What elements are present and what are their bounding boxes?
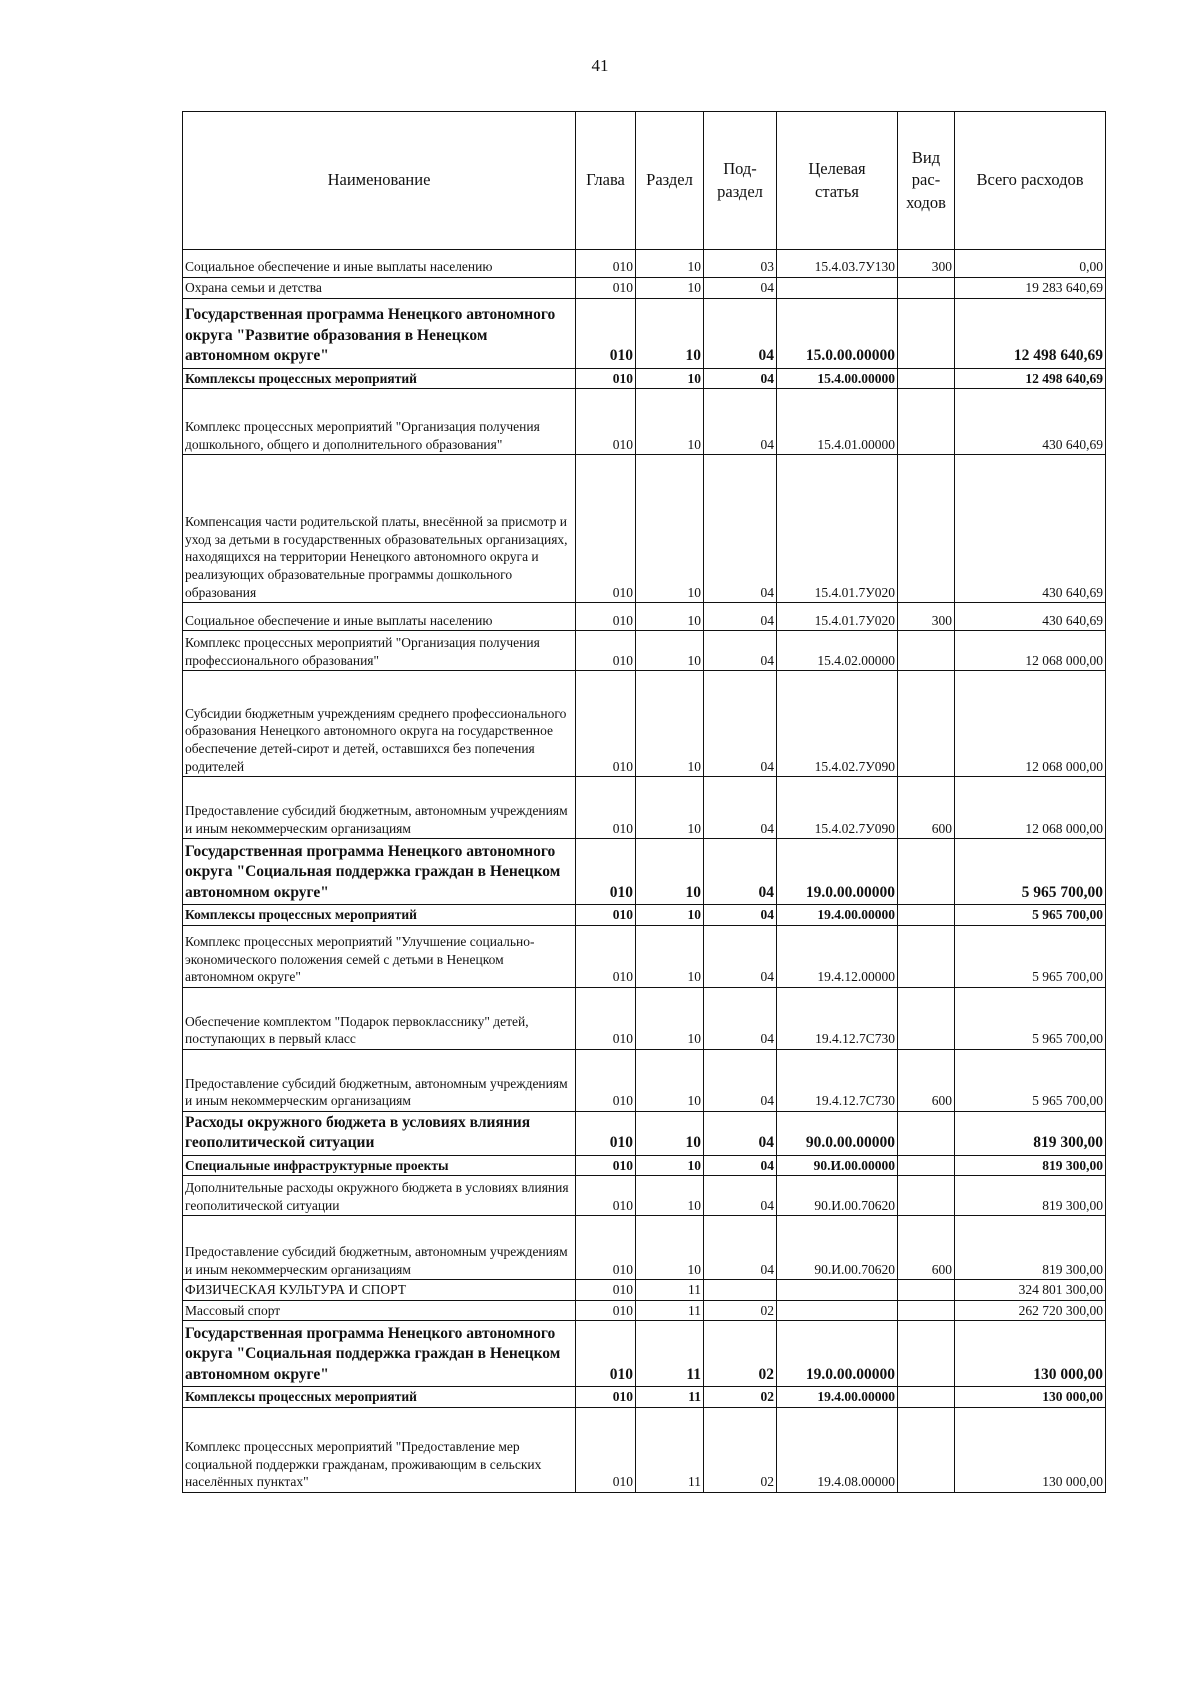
- cell-vsego-rashodov: 19 283 640,69: [955, 278, 1106, 299]
- cell-vid-rashodov: [898, 1111, 955, 1155]
- table-row: [183, 455, 1106, 603]
- cell-podrazdel: 02: [704, 1300, 777, 1321]
- cell-razdel: 10: [636, 987, 704, 1049]
- header-name: Наименование: [183, 112, 576, 250]
- table-row: [183, 278, 1106, 299]
- cell-celevaya-statya: 19.4.12.7С730: [777, 987, 898, 1049]
- cell-vid-rashodov: [898, 987, 955, 1049]
- cell-vid-rashodov: [898, 1155, 955, 1176]
- cell-vid-rashodov: [898, 368, 955, 389]
- cell-celevaya-statya: 15.4.01.7У020: [777, 603, 898, 631]
- budget-table: [182, 111, 1106, 1493]
- cell-vid-rashodov: [898, 1407, 955, 1492]
- cell-name: Комплекс процессных мероприятий "Улучшение социально-экономического положения семей с детьми в Ненецком автономном округе": [183, 925, 576, 987]
- header-vsego-rashodov: Всего расходов: [955, 112, 1106, 250]
- cell-vid-rashodov: [898, 389, 955, 455]
- cell-razdel: 10: [636, 389, 704, 455]
- cell-podrazdel: 04: [704, 1155, 777, 1176]
- cell-vid-rashodov: [898, 1300, 955, 1321]
- cell-celevaya-statya: 19.0.00.00000: [777, 839, 898, 905]
- table-row: [183, 1300, 1106, 1321]
- cell-podrazdel: 02: [704, 1387, 777, 1408]
- cell-razdel: 10: [636, 278, 704, 299]
- table-row: [183, 839, 1106, 905]
- table-row: [183, 1176, 1106, 1216]
- cell-podrazdel: 04: [704, 1049, 777, 1111]
- cell-vid-rashodov: 300: [898, 250, 955, 278]
- table-row: [183, 250, 1106, 278]
- header-glava: Глава: [576, 112, 636, 250]
- table-row: [183, 1155, 1106, 1176]
- cell-name: Комплексы процессных мероприятий: [183, 1387, 576, 1408]
- table-row: [183, 987, 1106, 1049]
- cell-vsego-rashodov: 12 068 000,00: [955, 671, 1106, 777]
- cell-razdel: 10: [636, 368, 704, 389]
- cell-vsego-rashodov: 5 965 700,00: [955, 1049, 1106, 1111]
- header-razdel: Раздел: [636, 112, 704, 250]
- cell-celevaya-statya: [777, 1280, 898, 1301]
- cell-glava: 010: [576, 1407, 636, 1492]
- cell-vsego-rashodov: 130 000,00: [955, 1321, 1106, 1387]
- cell-razdel: 10: [636, 250, 704, 278]
- cell-name: Государственная программа Ненецкого автономного округа "Социальная поддержка граждан в Ненецком автономном округе": [183, 839, 576, 905]
- cell-razdel: 11: [636, 1387, 704, 1408]
- cell-podrazdel: [704, 1280, 777, 1301]
- cell-vsego-rashodov: 430 640,69: [955, 603, 1106, 631]
- cell-name: Комплекс процессных мероприятий "Предоставление мер социальной поддержки гражданам, проживающим в сельских населённых пунктах": [183, 1407, 576, 1492]
- cell-glava: 010: [576, 368, 636, 389]
- cell-glava: 010: [576, 1280, 636, 1301]
- cell-vsego-rashodov: 819 300,00: [955, 1155, 1106, 1176]
- cell-vsego-rashodov: 0,00: [955, 250, 1106, 278]
- table-header-row: [183, 112, 1106, 250]
- cell-name: Охрана семьи и детства: [183, 278, 576, 299]
- cell-vsego-rashodov: 5 965 700,00: [955, 987, 1106, 1049]
- cell-name: Предоставление субсидий бюджетным, автономным учреждениям и иным некоммерческим организациям: [183, 1049, 576, 1111]
- cell-vsego-rashodov: 5 965 700,00: [955, 925, 1106, 987]
- table-row: [183, 1321, 1106, 1387]
- cell-vsego-rashodov: 324 801 300,00: [955, 1280, 1106, 1301]
- cell-razdel: 10: [636, 905, 704, 926]
- table-row: [183, 1407, 1106, 1492]
- cell-razdel: 10: [636, 839, 704, 905]
- header-vid-rashodov: Вид рас-ходов: [898, 112, 955, 250]
- cell-razdel: 10: [636, 1111, 704, 1155]
- cell-glava: 010: [576, 1155, 636, 1176]
- cell-vid-rashodov: [898, 278, 955, 299]
- cell-podrazdel: 02: [704, 1321, 777, 1387]
- cell-celevaya-statya: 15.4.02.7У090: [777, 671, 898, 777]
- cell-glava: 010: [576, 631, 636, 671]
- cell-celevaya-statya: 90.И.00.00000: [777, 1155, 898, 1176]
- cell-celevaya-statya: 19.4.12.00000: [777, 925, 898, 987]
- cell-podrazdel: 04: [704, 1111, 777, 1155]
- table-row: [183, 905, 1106, 926]
- cell-razdel: 10: [636, 1176, 704, 1216]
- page-number: 41: [591, 56, 609, 75]
- cell-name: Специальные инфраструктурные проекты: [183, 1155, 576, 1176]
- cell-glava: 010: [576, 603, 636, 631]
- cell-vsego-rashodov: 130 000,00: [955, 1387, 1106, 1408]
- cell-vsego-rashodov: 430 640,69: [955, 389, 1106, 455]
- header-podrazdel: Под- раздел: [704, 112, 777, 250]
- cell-vsego-rashodov: 12 068 000,00: [955, 777, 1106, 839]
- cell-podrazdel: 04: [704, 455, 777, 603]
- cell-podrazdel: 04: [704, 671, 777, 777]
- cell-vid-rashodov: 600: [898, 1216, 955, 1280]
- cell-vsego-rashodov: 5 965 700,00: [955, 905, 1106, 926]
- cell-podrazdel: 04: [704, 368, 777, 389]
- cell-celevaya-statya: 15.4.01.00000: [777, 389, 898, 455]
- cell-glava: 010: [576, 1300, 636, 1321]
- cell-name: Социальное обеспечение и иные выплаты населению: [183, 250, 576, 278]
- table-row: [183, 1111, 1106, 1155]
- cell-celevaya-statya: 19.0.00.00000: [777, 1321, 898, 1387]
- cell-razdel: 10: [636, 1216, 704, 1280]
- cell-vid-rashodov: [898, 925, 955, 987]
- cell-vid-rashodov: [898, 905, 955, 926]
- cell-name: Комплексы процессных мероприятий: [183, 905, 576, 926]
- cell-glava: 010: [576, 671, 636, 777]
- cell-celevaya-statya: 19.4.08.00000: [777, 1407, 898, 1492]
- cell-vsego-rashodov: 5 965 700,00: [955, 839, 1106, 905]
- cell-celevaya-statya: 15.4.02.00000: [777, 631, 898, 671]
- cell-celevaya-statya: 90.И.00.70620: [777, 1176, 898, 1216]
- cell-glava: 010: [576, 1321, 636, 1387]
- cell-razdel: 10: [636, 1155, 704, 1176]
- cell-name: Массовый спорт: [183, 1300, 576, 1321]
- cell-vsego-rashodov: 819 300,00: [955, 1176, 1106, 1216]
- cell-vid-rashodov: [898, 455, 955, 603]
- cell-glava: 010: [576, 839, 636, 905]
- cell-vid-rashodov: [898, 631, 955, 671]
- cell-name: Компенсация части родительской платы, внесённой за присмотр и уход за детьми в государственных образовательных организациях, находящихся на территории Ненецкого автономного округа и реализующих образовательные программы дошкольного образования: [183, 455, 576, 603]
- cell-podrazdel: 02: [704, 1407, 777, 1492]
- cell-name: Предоставление субсидий бюджетным, автономным учреждениям и иным некоммерческим организациям: [183, 777, 576, 839]
- table-row: [183, 1387, 1106, 1408]
- cell-celevaya-statya: 19.4.00.00000: [777, 1387, 898, 1408]
- cell-name: Комплекс процессных мероприятий "Организация получения дошкольного, общего и дополнительного образования": [183, 389, 576, 455]
- cell-podrazdel: 04: [704, 987, 777, 1049]
- cell-podrazdel: 04: [704, 1176, 777, 1216]
- cell-celevaya-statya: 15.0.00.00000: [777, 298, 898, 368]
- cell-glava: 010: [576, 777, 636, 839]
- cell-glava: 010: [576, 250, 636, 278]
- cell-celevaya-statya: 90.И.00.70620: [777, 1216, 898, 1280]
- cell-celevaya-statya: [777, 278, 898, 299]
- cell-name: Государственная программа Ненецкого автономного округа "Социальная поддержка граждан в Ненецком автономном округе": [183, 1321, 576, 1387]
- table-row: [183, 603, 1106, 631]
- cell-vid-rashodov: [898, 839, 955, 905]
- cell-podrazdel: 04: [704, 603, 777, 631]
- cell-podrazdel: 04: [704, 905, 777, 926]
- cell-glava: 010: [576, 1387, 636, 1408]
- cell-name: Социальное обеспечение и иные выплаты населению: [183, 603, 576, 631]
- cell-celevaya-statya: 19.4.00.00000: [777, 905, 898, 926]
- cell-vsego-rashodov: 819 300,00: [955, 1111, 1106, 1155]
- cell-name: Обеспечение комплектом "Подарок первокласснику" детей, поступающих в первый класс: [183, 987, 576, 1049]
- cell-vid-rashodov: 600: [898, 1049, 955, 1111]
- cell-razdel: 10: [636, 298, 704, 368]
- cell-glava: 010: [576, 1049, 636, 1111]
- cell-glava: 010: [576, 455, 636, 603]
- cell-vid-rashodov: [898, 671, 955, 777]
- cell-glava: 010: [576, 987, 636, 1049]
- cell-name: Расходы окружного бюджета в условиях влияния геополитической ситуации: [183, 1111, 576, 1155]
- cell-podrazdel: 04: [704, 278, 777, 299]
- table-row: [183, 368, 1106, 389]
- cell-podrazdel: 04: [704, 389, 777, 455]
- table-row: [183, 631, 1106, 671]
- cell-glava: 010: [576, 278, 636, 299]
- cell-podrazdel: 03: [704, 250, 777, 278]
- cell-podrazdel: 04: [704, 777, 777, 839]
- cell-glava: 010: [576, 1216, 636, 1280]
- cell-celevaya-statya: 90.0.00.00000: [777, 1111, 898, 1155]
- cell-vid-rashodov: [898, 1176, 955, 1216]
- cell-celevaya-statya: 15.4.02.7У090: [777, 777, 898, 839]
- cell-vsego-rashodov: 12 498 640,69: [955, 368, 1106, 389]
- cell-glava: 010: [576, 1176, 636, 1216]
- cell-vsego-rashodov: 819 300,00: [955, 1216, 1106, 1280]
- cell-celevaya-statya: 15.4.03.7У130: [777, 250, 898, 278]
- cell-razdel: 11: [636, 1321, 704, 1387]
- cell-razdel: 10: [636, 777, 704, 839]
- cell-celevaya-statya: 19.4.12.7С730: [777, 1049, 898, 1111]
- cell-glava: 010: [576, 1111, 636, 1155]
- table-row: [183, 1049, 1106, 1111]
- cell-name: Предоставление субсидий бюджетным, автономным учреждениям и иным некоммерческим организациям: [183, 1216, 576, 1280]
- cell-razdel: 11: [636, 1407, 704, 1492]
- table-row: [183, 925, 1106, 987]
- cell-name: ФИЗИЧЕСКАЯ КУЛЬТУРА И СПОРТ: [183, 1280, 576, 1301]
- cell-celevaya-statya: 15.4.01.7У020: [777, 455, 898, 603]
- cell-vid-rashodov: 300: [898, 603, 955, 631]
- cell-vsego-rashodov: 12 068 000,00: [955, 631, 1106, 671]
- cell-vid-rashodov: [898, 1321, 955, 1387]
- cell-glava: 010: [576, 298, 636, 368]
- cell-razdel: 11: [636, 1280, 704, 1301]
- cell-razdel: 10: [636, 455, 704, 603]
- cell-glava: 010: [576, 389, 636, 455]
- table-body: [183, 250, 1106, 1493]
- table-row: [183, 298, 1106, 368]
- cell-name: Комплекс процессных мероприятий "Организация получения профессионального образования": [183, 631, 576, 671]
- cell-name: Комплексы процессных мероприятий: [183, 368, 576, 389]
- cell-podrazdel: 04: [704, 1216, 777, 1280]
- cell-vid-rashodov: [898, 298, 955, 368]
- cell-name: Дополнительные расходы окружного бюджета в условиях влияния геополитической ситуации: [183, 1176, 576, 1216]
- cell-vsego-rashodov: 130 000,00: [955, 1407, 1106, 1492]
- cell-podrazdel: 04: [704, 631, 777, 671]
- cell-vsego-rashodov: 430 640,69: [955, 455, 1106, 603]
- cell-vid-rashodov: 600: [898, 777, 955, 839]
- cell-vid-rashodov: [898, 1280, 955, 1301]
- cell-glava: 010: [576, 925, 636, 987]
- table-row: [183, 671, 1106, 777]
- table-row: [183, 389, 1106, 455]
- cell-celevaya-statya: 15.4.00.00000: [777, 368, 898, 389]
- cell-vsego-rashodov: 262 720 300,00: [955, 1300, 1106, 1321]
- cell-vsego-rashodov: 12 498 640,69: [955, 298, 1106, 368]
- cell-razdel: 11: [636, 1300, 704, 1321]
- cell-razdel: 10: [636, 631, 704, 671]
- cell-podrazdel: 04: [704, 925, 777, 987]
- cell-razdel: 10: [636, 671, 704, 777]
- cell-podrazdel: 04: [704, 298, 777, 368]
- cell-glava: 010: [576, 905, 636, 926]
- table-row: [183, 1216, 1106, 1280]
- cell-razdel: 10: [636, 925, 704, 987]
- header-celevaya-statya: Целевая статья: [777, 112, 898, 250]
- cell-razdel: 10: [636, 603, 704, 631]
- cell-podrazdel: 04: [704, 839, 777, 905]
- cell-celevaya-statya: [777, 1300, 898, 1321]
- cell-name: Государственная программа Ненецкого автономного округа "Развитие образования в Ненецком автономном округе": [183, 298, 576, 368]
- table-row: [183, 777, 1106, 839]
- cell-vid-rashodov: [898, 1387, 955, 1408]
- table-row: [183, 1280, 1106, 1301]
- cell-name: Субсидии бюджетным учреждениям среднего профессионального образования Ненецкого автономного округа на государственное обеспечение детей-сирот и детей, оставшихся без попечения родителей: [183, 671, 576, 777]
- cell-razdel: 10: [636, 1049, 704, 1111]
